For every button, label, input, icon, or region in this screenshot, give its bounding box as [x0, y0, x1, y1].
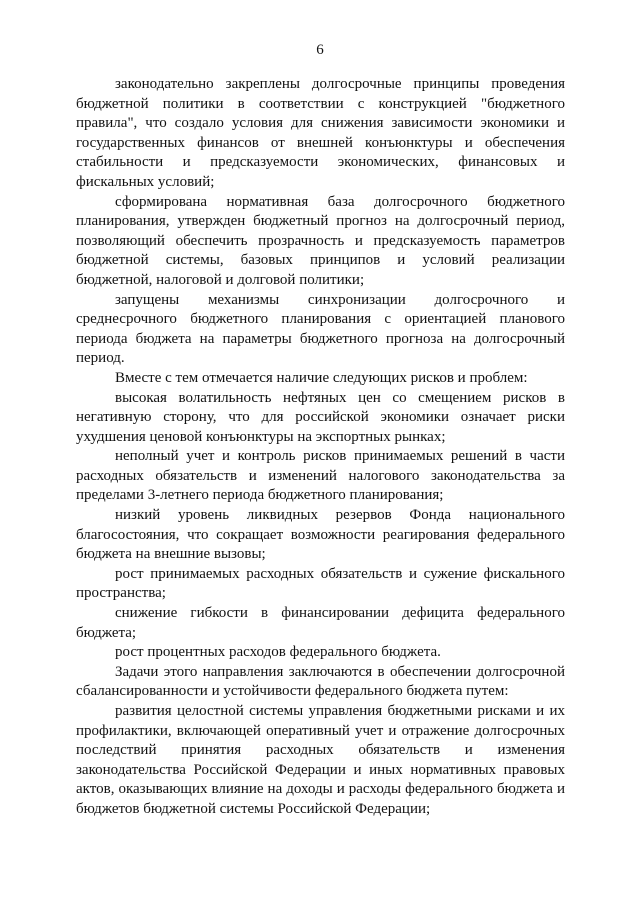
- paragraph-regulatory-base: сформирована нормативная база долгосрочного бюджетного планирования, утвержден бюджетный прогноз на долгосрочный период, позволяющий обеспечить прозрачность и предсказуемость параметров бюджетной системы, базовых принципов и условий реализации бюджетной, налоговой и долговой политики;: [76, 193, 565, 288]
- paragraph-tasks-intro: Задачи этого направления заключаются в обеспечении долгосрочной сбалансированности и устойчивости федерального бюджета путем:: [76, 663, 565, 700]
- paragraph-risk-deficit-flexibility: снижение гибкости в финансировании дефицита федерального бюджета;: [76, 605, 565, 641]
- paragraph-risk-low-reserves: низкий уровень ликвидных резервов Фонда национального благосостояния, что сокращает возможности реагирования федерального бюджета на внешние вызовы;: [76, 507, 565, 563]
- paragraph-risk-interest-expenses: рост процентных расходов федерального бюджета.: [115, 644, 441, 661]
- document-body: [76, 75, 565, 820]
- paragraph-legislation-principles: законодательно закреплены долгосрочные принципы проведения бюджетной политики в соответствии с конструкцией "бюджетного правила", что создало условия для снижения зависимости экономики и государственных финансов от внешней конъюнктуры и обеспечения стабильности и предсказуемости экономических, финансовых и фискальных условий;: [76, 76, 565, 190]
- paragraph-risk-incomplete-control: неполный учет и контроль рисков принимаемых решений в части расходных обязательств и изменений налогового законодательства за пределами 3-летнего периода бюджетного планирования;: [76, 448, 565, 504]
- paragraph-risk-expenditure-growth: рост принимаемых расходных обязательств и сужение фискального пространства;: [76, 565, 565, 602]
- page-number: 6: [316, 42, 324, 58]
- paragraph-task-risk-management: развития целостной системы управления бюджетными рисками и их профилактики, включающей оперативный учет и отражение долгосрочных последствий принятия расходных обязательств и изменения законодательства Российской Федерации и иных нормативных правовых актов, оказывающих влияние на доходы и расходы федерального бюджета и бюджетов бюджетной системы Российской Федерации;: [76, 703, 565, 817]
- paragraph-risks-intro: Вместе с тем отмечается наличие следующих рисков и проблем:: [115, 369, 528, 386]
- paragraph-risk-oil-volatility: высокая волатильность нефтяных цен со смещением рисков в негативную сторону, что для российской экономики означает риски ухудшения ценовой конъюнктуры на экспортных рынках;: [76, 389, 565, 445]
- paragraph-synchronization: запущены механизмы синхронизации долгосрочного и среднесрочного бюджетного планирования с ориентацией планового периода бюджета на параметры бюджетного прогноза на долгосрочный период.: [76, 291, 565, 367]
